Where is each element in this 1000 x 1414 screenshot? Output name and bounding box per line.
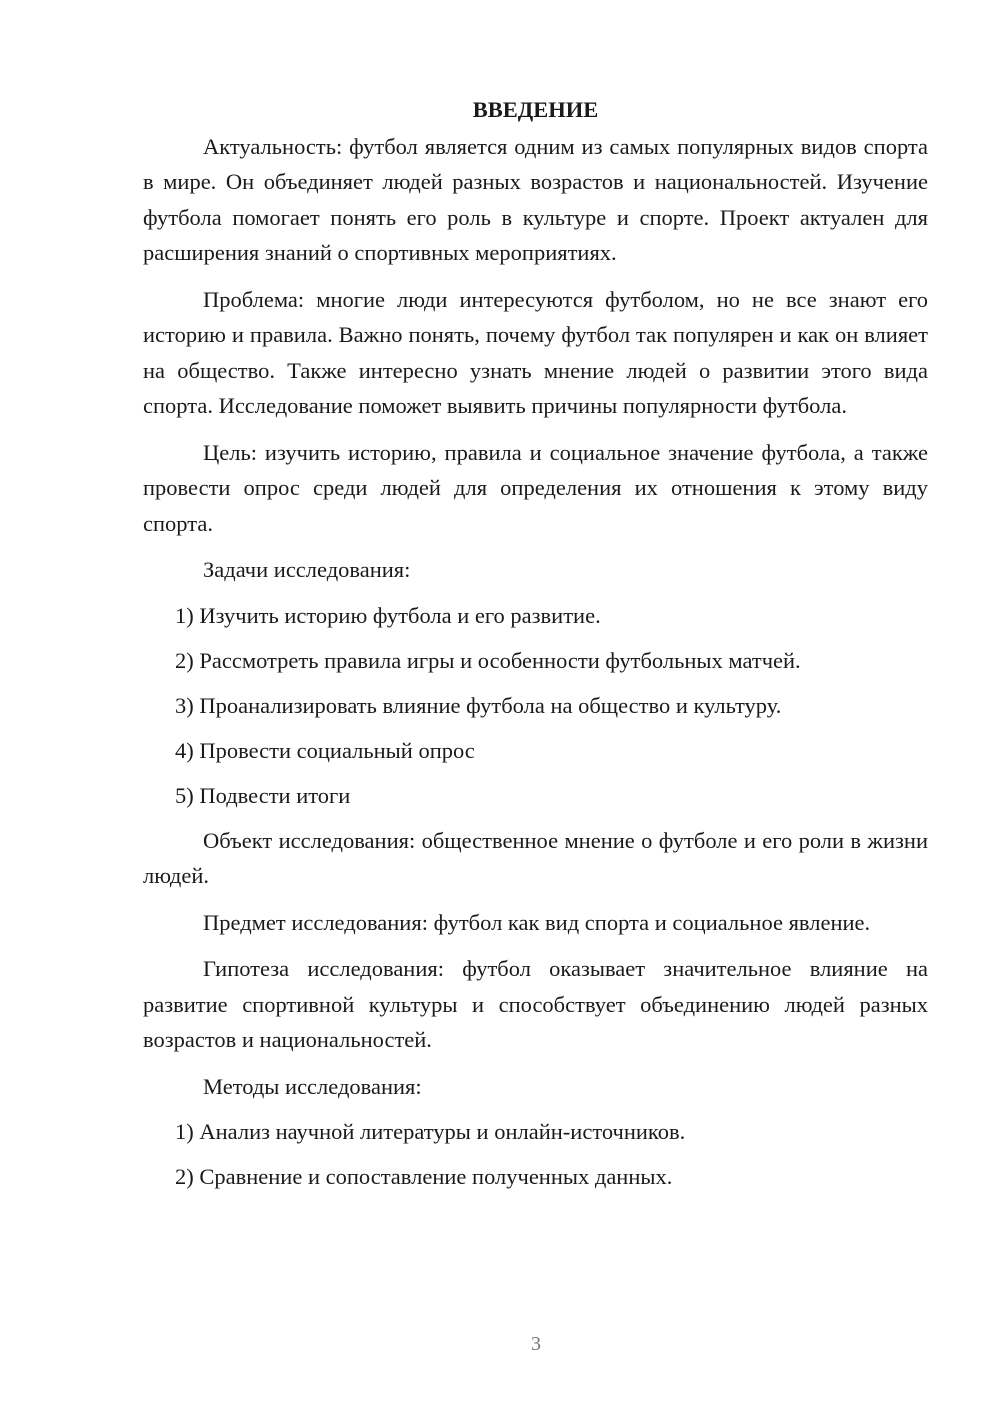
- section-title: ВВЕДЕНИЕ: [472, 97, 599, 122]
- page-content: [143, 92, 928, 1204]
- hypothesis-paragraph: Гипотеза исследования: футбол оказывает значительное влияние на развитие спортивной культуры и способствует объединению людей разных возрастов и национальностей.: [143, 956, 928, 1052]
- list-item: 2) Сравнение и сопоставление полученных данных.: [175, 1164, 673, 1189]
- tasks-list: [143, 598, 928, 814]
- problem-paragraph: Проблема: многие люди интересуются футболом, но не все знают его историю и правила. Важно понять, почему футбол так популярен и как он влияет на общество. Также интересно узнать мнение людей о развитии этого вида спорта. Исследование поможет выявить причины популярности футбола.: [143, 286, 928, 418]
- subject-paragraph: Предмет исследования: футбол как вид спорта и социальное явление.: [203, 909, 871, 935]
- list-item: 1) Анализ научной литературы и онлайн-источников.: [175, 1119, 686, 1144]
- list-item: 1) Изучить историю футбола и его развитие.: [175, 602, 601, 628]
- tasks-heading: Задачи исследования:: [203, 557, 411, 582]
- list-item: 5) Подвести итоги: [175, 782, 351, 808]
- list-item: 4) Провести социальный опрос: [175, 737, 475, 763]
- list-item: 3) Проанализировать влияние футбола на общество и культуру.: [175, 692, 782, 718]
- page-number: 3: [531, 1333, 541, 1355]
- relevance-paragraph: Актуальность: футбол является одним из самых популярных видов спорта в мире. Он объединяет людей разных возрастов и национальностей. Изучение футбола помогает понять его роль в культуре и спорте. Проект актуален для расширения знаний о спортивных мероприятиях.: [143, 133, 928, 265]
- object-paragraph: Объект исследования: общественное мнение о футболе и его роли в жизни людей.: [143, 827, 928, 888]
- methods-heading: Методы исследования:: [203, 1073, 422, 1099]
- methods-list: [143, 1114, 928, 1195]
- goal-paragraph: Цель: изучить историю, правила и социальное значение футбола, а также провести опрос среди людей для определения их отношения к этому виду спорта.: [143, 439, 928, 536]
- list-item: 2) Рассмотреть правила игры и особенности футбольных матчей.: [175, 647, 801, 673]
